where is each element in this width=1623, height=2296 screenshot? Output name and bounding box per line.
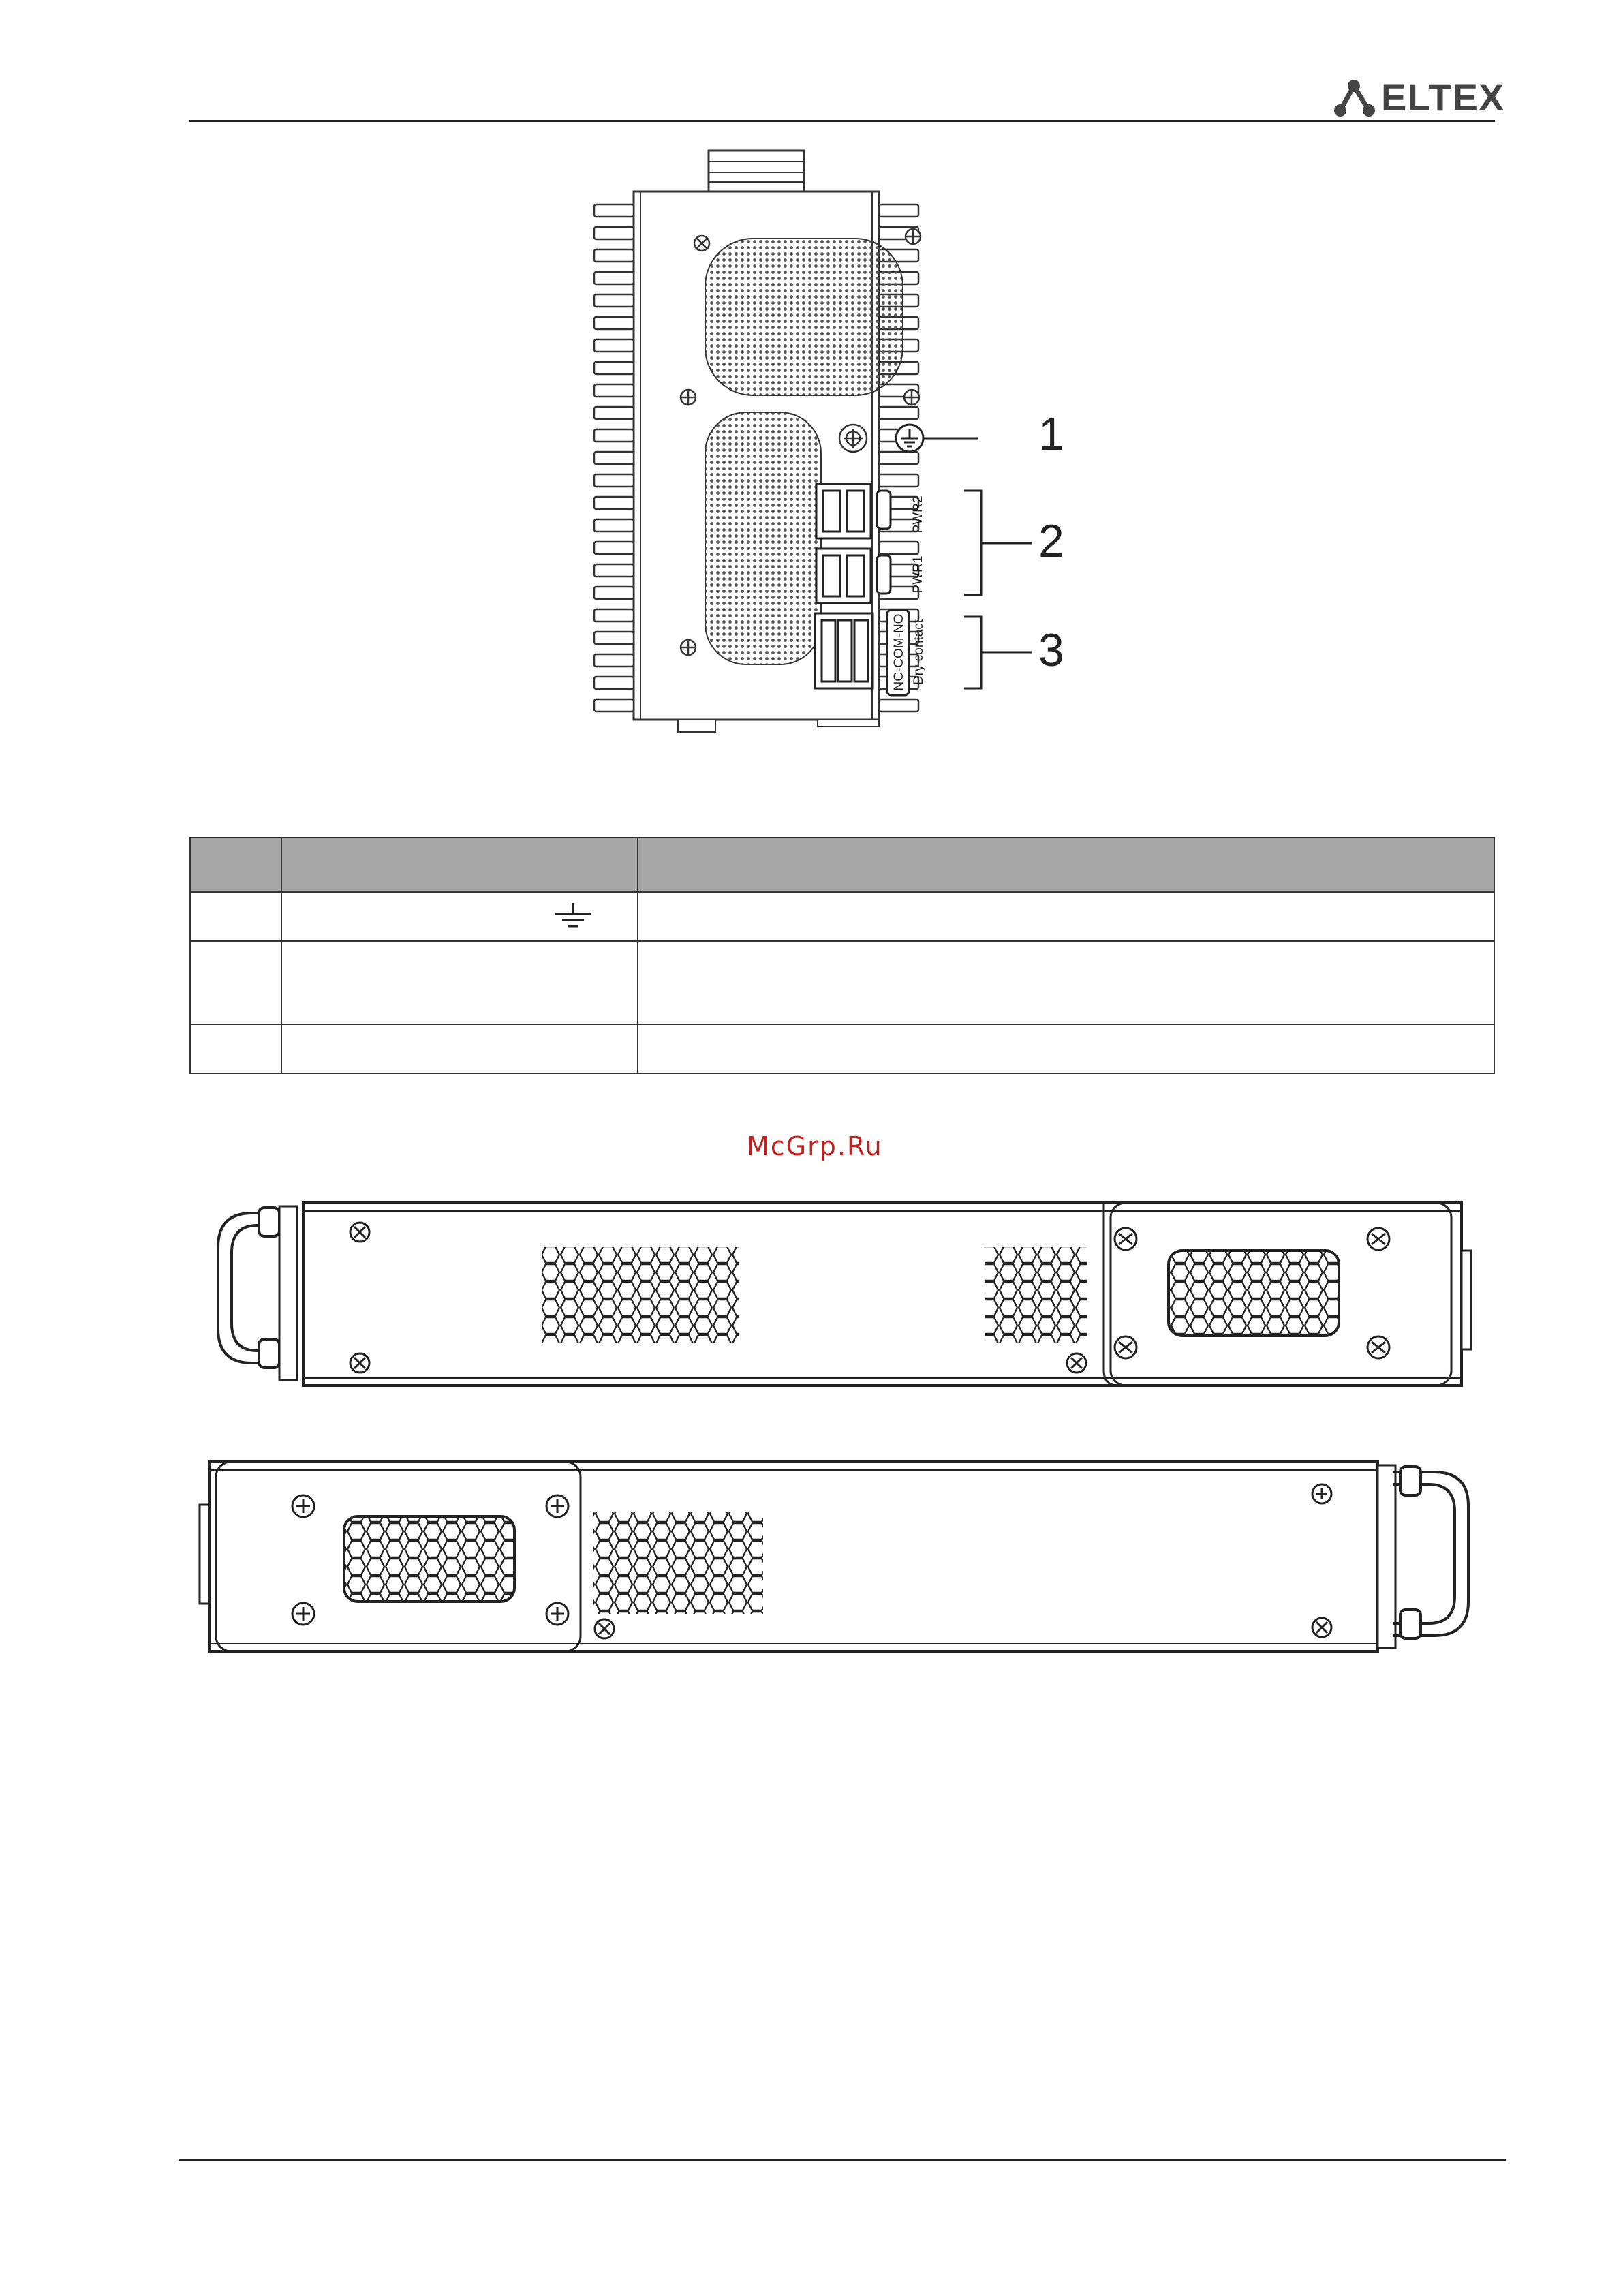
label-dry-contact: Dry contact <box>912 619 926 686</box>
heatsink-fin <box>594 609 634 622</box>
device-side-view-right <box>194 1452 1489 1670</box>
heatsink-fin <box>594 587 634 599</box>
lower-vent <box>705 412 821 664</box>
heatsink-fin <box>594 407 634 419</box>
heatsink-fin <box>594 317 634 329</box>
eltex-logo-icon <box>1332 76 1380 119</box>
heatsink-fin <box>594 677 634 689</box>
heatsink-fin <box>594 249 634 262</box>
eltex-logo <box>1332 76 1505 119</box>
heatsink-fin <box>594 429 634 442</box>
row-number <box>190 941 281 1024</box>
device-rear-panel-figure <box>586 147 1063 733</box>
heatsink-fin <box>594 339 634 352</box>
left-heatsink-fins <box>594 204 634 711</box>
heatsink-fin <box>879 452 918 464</box>
heatsink-fin <box>594 699 634 711</box>
label-contacts: NC-COM-NO <box>892 613 906 691</box>
table-row <box>190 1024 1494 1073</box>
heatsink-fin <box>594 474 634 487</box>
table-header-cell <box>281 838 638 892</box>
device-side-view-left <box>198 1193 1492 1397</box>
table-header-cell <box>190 838 281 892</box>
row-description <box>638 892 1494 941</box>
footer-rule <box>179 2159 1506 2161</box>
logo-text: ELTEX <box>1381 76 1505 119</box>
row-description <box>638 1024 1494 1073</box>
heatsink-fin <box>594 497 634 509</box>
row-number <box>190 892 281 941</box>
heatsink-fin <box>594 632 634 644</box>
heatsink-fin <box>594 362 634 374</box>
row-number <box>190 1024 281 1073</box>
heatsink-fin <box>594 519 634 532</box>
ground-terminal-icon <box>896 425 923 452</box>
heatsink-fin <box>594 654 634 667</box>
heatsink-fin <box>879 474 918 487</box>
header-rule <box>189 120 1495 122</box>
callout-bracket-3 <box>964 617 981 688</box>
callout-bracket-2 <box>964 491 981 595</box>
heatsink-fin <box>594 294 634 307</box>
heatsink-fin <box>594 272 634 284</box>
ground-icon <box>553 902 593 932</box>
row-name <box>281 892 638 941</box>
label-pwr2: PWR2 <box>911 495 925 534</box>
heatsink-fin <box>594 564 634 577</box>
watermark: McGrp.Ru <box>747 1131 883 1161</box>
upper-vent <box>705 239 903 395</box>
heatsink-fin <box>594 204 634 217</box>
row-name <box>281 941 638 1024</box>
label-pwr1: PWR1 <box>911 555 925 594</box>
callout-3: 3 <box>1038 624 1064 676</box>
heatsink-fin <box>879 542 918 554</box>
table-row <box>190 941 1494 1024</box>
rear-panel-table <box>189 837 1495 1074</box>
table-header-cell <box>638 838 1494 892</box>
heatsink-fin <box>594 452 634 464</box>
table-row <box>190 892 1494 941</box>
callout-1: 1 <box>1038 408 1064 460</box>
row-description <box>638 941 1494 1024</box>
heatsink-fin <box>879 204 918 217</box>
callout-2: 2 <box>1038 515 1064 567</box>
table-header-row <box>190 838 1494 892</box>
heatsink-fin <box>879 699 918 711</box>
heatsink-fin <box>879 407 918 419</box>
row-name <box>281 1024 638 1073</box>
heatsink-fin <box>594 384 634 397</box>
heatsink-fin <box>594 227 634 239</box>
heatsink-fin <box>594 542 634 554</box>
